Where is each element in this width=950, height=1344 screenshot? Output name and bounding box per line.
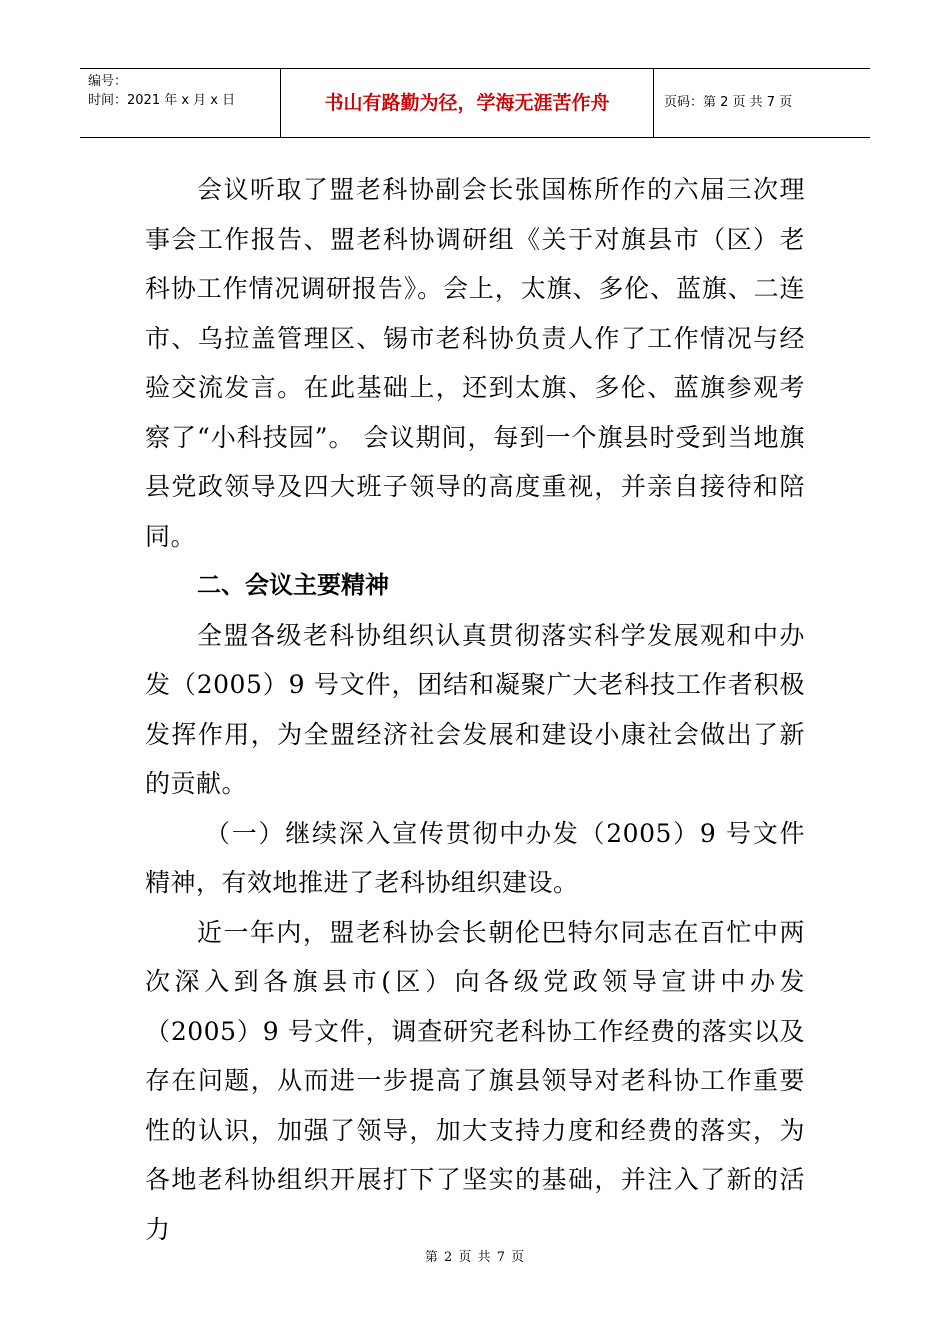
paragraph-3: （一）继续深入宣传贯彻中办发（2005）9 号文件精神，有效地推进了老科协组织建设。: [145, 818, 805, 897]
page-footer: 第 2 页 共 7 页: [424, 1250, 526, 1265]
time-label: 时间：2021 年 x 月 x 日: [88, 93, 236, 108]
paragraph-4: 近一年内，盟老科协会长朝伦巴特尔同志在百忙中两次深入到各旗县市(区）向各级党政领导宣讲中办发（2005）9 号文件，调查研究老科协工作经费的落实以及存在问题，从而进一步提高了旗县领导对老科协工作重要性的认识，加强了领导，加大支持力度和经费的落实，为各地老科协组织开展打下了坚实的基础，并注入了新的活力: [145, 917, 805, 1244]
section-heading-2: 二、会议主要精神: [197, 571, 389, 599]
number-label: 编号：: [88, 74, 128, 89]
paragraph-1: 会议听取了盟老科协副会长张国栋所作的六届三次理事会工作报告、盟老科协调研组《关于对旗县市（区）老科协工作情况调研报告》。会上，太旗、多伦、蓝旗、二连市、乌拉盖管理区、锡市老科协负责人作了工作情况与经验交流发言。在此基础上，还到太旗、多伦、蓝旗参观考察了“小科技园”。 会议期间，每到一个旗县时受到当地旗县党政领导及四大班子领导的高度重视，并亲自接待和陪同。: [145, 175, 805, 551]
document-header-table: [80, 68, 870, 138]
header-meta-cell: [80, 69, 281, 137]
document-body: [145, 165, 805, 1254]
header-motto: 书山有路勤为径，学海无涯苦作舟: [281, 69, 654, 137]
paragraph-2: 全盟各级老科协组织认真贯彻落实科学发展观和中办发（2005）9 号文件，团结和凝聚广大老科技工作者积极发挥作用，为全盟经济社会发展和建设小康社会做出了新的贡献。: [145, 620, 805, 798]
header-page-label: 页码：第 2 页 共 7 页: [664, 95, 793, 110]
